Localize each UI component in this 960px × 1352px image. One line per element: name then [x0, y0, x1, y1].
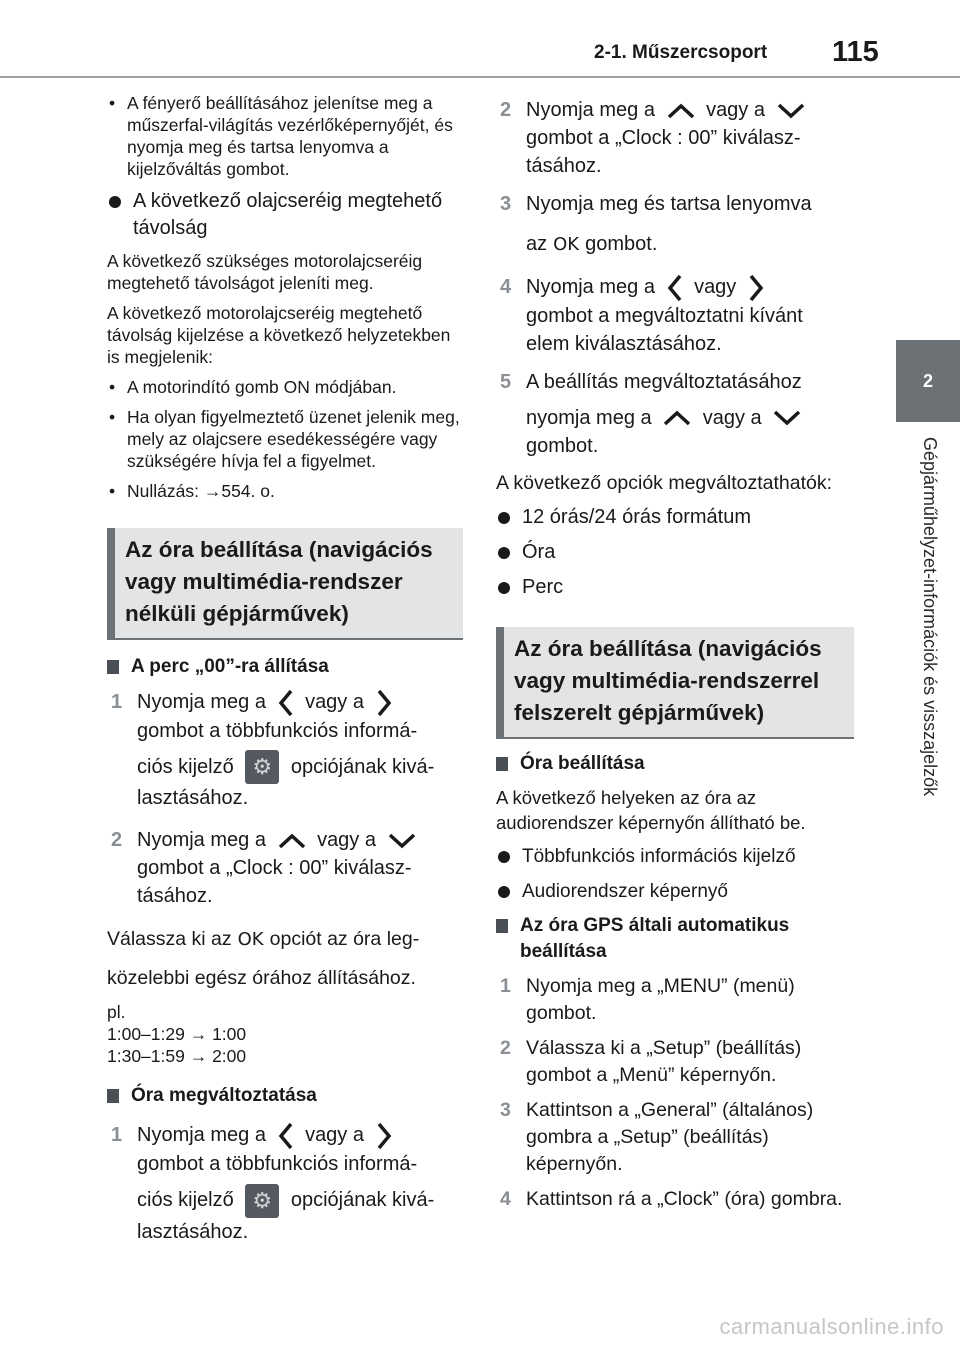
step-number: 2	[111, 829, 123, 852]
paragraph: A következő helyeken az óra az audiorendszer képernyőn állítható be.	[496, 786, 806, 833]
text: közelebbi egész órához állításához.	[107, 967, 416, 990]
step-text: vagy a	[706, 99, 765, 121]
list-item	[496, 539, 854, 566]
list-item: • Nullázás: →554. o.	[107, 480, 463, 502]
step-text: gombot a megváltoztatni kívánt	[526, 304, 803, 327]
step-number: 3	[500, 1098, 511, 1121]
list-item: • Ha olyan figyelmeztető üzenet jelenik meg, mely az olajcsere esedékességére vagy szükségére hívja fel a figyelmet.	[107, 406, 463, 472]
subheading-text: A perc „00”-ra állítása	[131, 656, 329, 677]
chevron-down-icon	[388, 833, 416, 849]
text: Válassza ki az	[107, 928, 232, 951]
list-item-text: Óra	[522, 540, 556, 563]
chevron-left-icon	[667, 274, 683, 302]
step-text: Nyomja meg és tartsa lenyomva	[526, 193, 812, 215]
step-number: 2	[500, 99, 512, 121]
chevron-down-icon	[773, 410, 801, 426]
example-line: 1:00–1:29 → 1:00	[107, 1024, 247, 1045]
chevron-left-icon	[278, 689, 294, 717]
step-text: vagy a	[317, 829, 376, 852]
step-text: Nyomja meg a	[526, 276, 655, 298]
paragraph: A következő szükséges motorolajcseréig megtehető távolságot jeleníti meg.	[107, 251, 423, 293]
section-box-title: Az óra beállítása (navigációs vagy multimédia-rendszer nélküli gépjárművek)	[107, 528, 463, 640]
step	[107, 688, 463, 812]
step-text: Kattintson rá a „Clock” (óra) gombra.	[526, 1187, 843, 1210]
subheading	[496, 751, 854, 777]
subheading	[107, 1083, 463, 1109]
watermark: carmanualsonline.info	[719, 1314, 944, 1339]
step-text: Nyomja meg a	[526, 99, 655, 121]
chapter-tab-text: Gépjárműhelyzet-információk és visszajelzők	[920, 437, 940, 797]
gear-icon: ⚙	[245, 1184, 279, 1218]
step-text: Kattintson a „General” (általános) gombra a „Setup” (beállítás) képernyőn.	[526, 1098, 814, 1175]
section-title: 2-1. Műszercsoport	[594, 42, 768, 63]
subheading-text: Az óra GPS általi automatikus beállítása	[520, 914, 790, 962]
bullet-dot-icon	[498, 512, 510, 524]
square-bullet-icon	[496, 757, 508, 771]
chevron-down-icon	[777, 103, 805, 119]
step	[496, 273, 854, 358]
step-text: tásához.	[526, 155, 602, 177]
step-text: gombot a többfunkciós informá-	[137, 1153, 418, 1176]
example-line: 1:30–1:59 → 2:00	[107, 1046, 247, 1067]
step-text: ciós kijelző	[137, 755, 234, 778]
paragraph: A következő motorolajcseréig megtehető távolság kijelzése a következő helyzetekben is megjelenik:	[107, 303, 451, 367]
step-text: A beállítás megváltoztatásához	[526, 370, 802, 393]
step	[496, 973, 854, 1027]
example-line: pl.	[107, 1002, 126, 1023]
step-number: 2	[500, 1036, 511, 1059]
step-number: 4	[500, 1187, 511, 1210]
step-number: 4	[500, 276, 512, 298]
square-bullet-icon	[107, 1089, 119, 1103]
step	[496, 1035, 854, 1089]
step-text: Válassza ki a „Setup” (beállítás) gombot a „Menü” képernyőn.	[526, 1036, 802, 1086]
step-text: gombot a „Clock : 00” kiválasz-	[137, 857, 412, 880]
subheading	[496, 913, 854, 965]
step-text: gombot.	[526, 434, 599, 457]
left-column	[107, 92, 463, 1256]
list-item-text: Többfunkciós információs kijelző	[522, 845, 796, 867]
list-item: • A motorindító gomb ON módjában.	[107, 376, 463, 398]
step	[496, 1097, 854, 1178]
step	[496, 1186, 854, 1213]
list-item	[496, 843, 854, 870]
step	[496, 190, 854, 259]
step-text: vagy a	[305, 691, 364, 713]
gear-icon: ⚙	[245, 750, 279, 784]
subheading-text: Óra beállítása	[520, 752, 645, 774]
dot-heading	[107, 188, 463, 242]
list-item-text: 12 órás/24 órás formátum	[522, 505, 751, 528]
step-text: vagy	[694, 276, 737, 298]
header-rule	[0, 76, 960, 78]
right-column	[496, 96, 854, 1221]
step-text: gombot a „Clock : 00” kiválasz-	[526, 127, 801, 149]
options-intro: A következő opciók megváltoztathatók:	[496, 471, 833, 494]
step-text: ciós kijelző	[137, 1189, 234, 1212]
step-text: az	[526, 233, 548, 255]
step-text: nyomja meg a	[526, 406, 652, 429]
subheading-text: Óra megváltoztatása	[131, 1085, 317, 1107]
bullet-dot-icon	[498, 547, 510, 559]
list-item	[496, 878, 854, 905]
step	[107, 1121, 463, 1245]
list-item-text: Perc	[522, 575, 564, 598]
list-item-text: Audiorendszer képernyő	[522, 880, 728, 902]
step-text: Nyomja meg a	[137, 691, 266, 713]
bullet-dot-icon	[109, 196, 121, 208]
text: opciót az óra leg-	[269, 928, 420, 951]
select-ok-paragraph	[107, 924, 463, 993]
section-box-title: Az óra beállítása (navigációs vagy multimédia-rendszerrel felszerelt gépjárművek)	[496, 627, 854, 739]
chapter-tab-number: 2	[896, 340, 960, 422]
step-text: lasztásához.	[137, 787, 249, 810]
list-item	[496, 574, 854, 601]
step-text: opciójának kivá-	[290, 1189, 435, 1212]
dot-heading-text: A következő olajcseréig megtehető távolság	[133, 190, 443, 239]
page-number: 115	[832, 36, 879, 68]
step-number: 3	[500, 193, 512, 215]
step	[107, 826, 463, 910]
step	[496, 96, 854, 180]
step-text: tásához.	[137, 885, 213, 908]
list-item	[496, 504, 854, 531]
bullet-dot-icon	[498, 886, 510, 898]
example-block	[107, 1001, 463, 1067]
square-bullet-icon	[107, 660, 119, 674]
step-text: elem kiválasztásához.	[526, 332, 722, 355]
bullet-dot-icon	[498, 851, 510, 863]
step-number: 1	[111, 1124, 123, 1147]
ok-label: OK	[237, 929, 264, 951]
step-text: Nyomja meg a „MENU” (menü) gombot.	[526, 974, 795, 1024]
chevron-up-icon	[663, 410, 691, 426]
chevron-up-icon	[278, 833, 306, 849]
intro-bullet: • A fényerő beállításához jelenítse meg a műszerfal-világítás vezérlőképernyőjét, és nyomja meg és tartsa lenyomva a kijelzőváltás gombot.	[107, 92, 463, 180]
step	[496, 368, 854, 460]
step-text: gombot.	[585, 233, 658, 255]
subheading	[107, 654, 463, 680]
chevron-right-icon	[748, 274, 764, 302]
chevron-right-icon	[376, 1122, 392, 1150]
step-text: lasztásához.	[137, 1220, 249, 1243]
step-number: 5	[500, 370, 512, 393]
step-number: 1	[111, 691, 123, 713]
square-bullet-icon	[496, 919, 508, 933]
chevron-up-icon	[667, 103, 695, 119]
chevron-right-icon	[376, 689, 392, 717]
ok-label: OK	[553, 234, 580, 255]
step-text: Nyomja meg a	[137, 829, 266, 852]
step-text: Nyomja meg a	[137, 1124, 266, 1147]
step-text: opciójának kivá-	[290, 755, 435, 778]
step-text: vagy a	[702, 406, 762, 429]
step-number: 1	[500, 974, 511, 997]
step-text: vagy a	[305, 1124, 364, 1147]
bullet-dot-icon	[498, 582, 510, 594]
chevron-left-icon	[278, 1122, 294, 1150]
step-text: gombot a többfunkciós informá-	[137, 719, 418, 742]
